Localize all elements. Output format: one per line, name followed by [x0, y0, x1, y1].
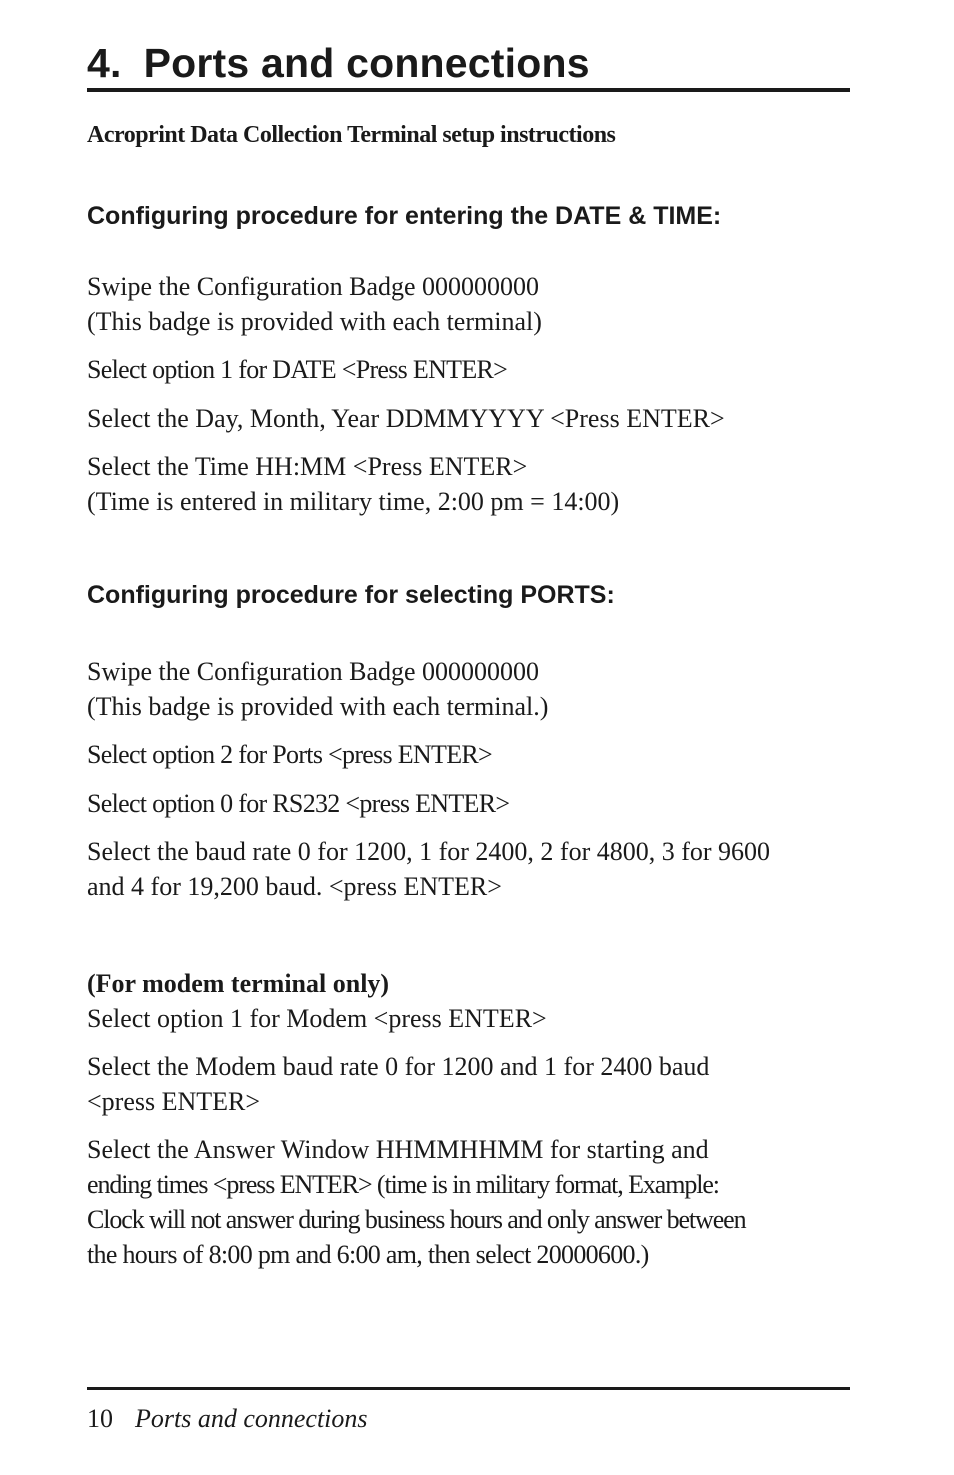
- modem-step-answer-window-line4: the hours of 8:00 pm and 6:00 am, then select 20000600.): [87, 1240, 649, 1269]
- date-step-swipe-badge-note: (This badge is provided with each terminal): [87, 307, 542, 336]
- ports-step-baud-rate-cont: and 4 for 19,200 baud. <press ENTER>: [87, 872, 502, 901]
- ports-step-baud-rate: Select the baud rate 0 for 1200, 1 for 2400, 2 for 4800, 3 for 9600: [87, 837, 771, 866]
- date-step-select-day: Select the Day, Month, Year DDMMYYYY <Press ENTER>: [87, 404, 725, 433]
- running-title: Ports and connections: [135, 1404, 368, 1433]
- footer-rule: [87, 1387, 850, 1390]
- date-time-section-heading: Configuring procedure for entering the DATE & TIME:: [87, 202, 722, 230]
- modem-step-select-modem: Select option 1 for Modem <press ENTER>: [87, 1004, 547, 1033]
- intro-heading: Acroprint Data Collection Terminal setup instructions: [87, 122, 616, 148]
- page-number: 10: [87, 1404, 113, 1433]
- ports-step-swipe-badge: Swipe the Configuration Badge 000000000: [87, 657, 540, 686]
- ports-step-select-rs232: Select option 0 for RS232 <press ENTER>: [87, 789, 510, 818]
- page-footer: [87, 1401, 368, 1436]
- date-step-select-time-note: (Time is entered in military time, 2:00 pm = 14:00): [87, 487, 620, 516]
- ports-step-select-ports: Select option 2 for Ports <press ENTER>: [87, 740, 492, 769]
- modem-step-answer-window: Select the Answer Window HHMMHHMM for starting and: [87, 1135, 709, 1164]
- date-step-select-time: Select the Time HH:MM <Press ENTER>: [87, 452, 528, 481]
- title-rule: [87, 88, 850, 92]
- ports-step-swipe-badge-note: (This badge is provided with each terminal.): [87, 692, 549, 721]
- modem-step-answer-window-line3: Clock will not answer during business hours and only answer between: [87, 1205, 746, 1234]
- modem-step-baud-rate: Select the Modem baud rate 0 for 1200 and 1 for 2400 baud: [87, 1052, 710, 1081]
- chapter-title: [87, 38, 590, 88]
- date-step-select-date: Select option 1 for DATE <Press ENTER>: [87, 355, 508, 384]
- modem-only-note: (For modem terminal only): [87, 969, 390, 998]
- modem-step-baud-rate-cont: <press ENTER>: [87, 1087, 261, 1116]
- chapter-number: 4.: [87, 40, 122, 86]
- chapter-title-text: Ports and connections: [143, 40, 590, 86]
- date-step-swipe-badge: Swipe the Configuration Badge 000000000: [87, 272, 540, 301]
- modem-step-answer-window-line2: ending times <press ENTER> (time is in military format, Example:: [87, 1170, 719, 1199]
- ports-section-heading: Configuring procedure for selecting PORTS:: [87, 581, 615, 609]
